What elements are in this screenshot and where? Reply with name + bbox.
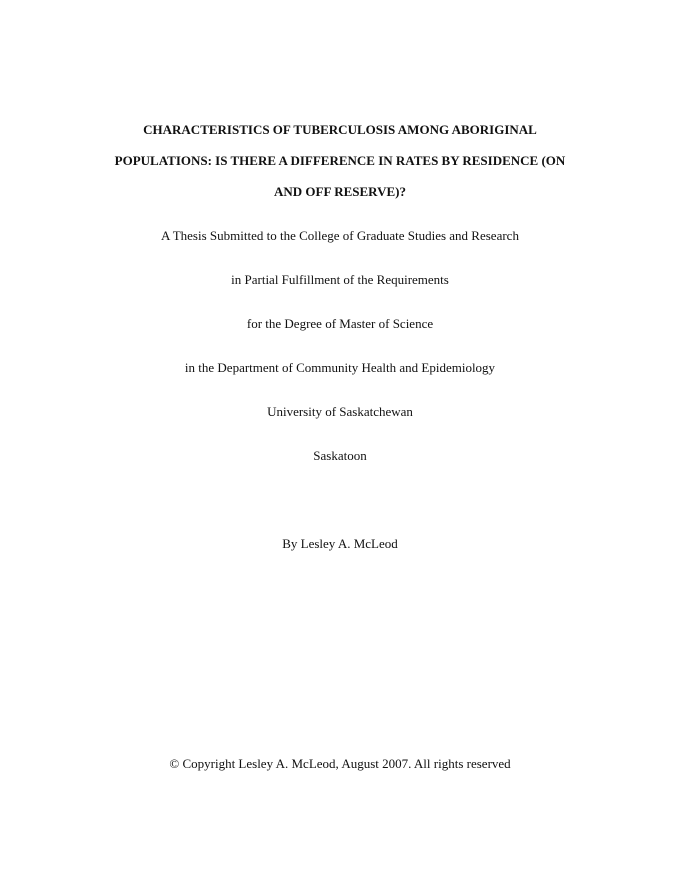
university-line: University of Saskatchewan (267, 404, 413, 419)
degree-line: for the Degree of Master of Science (246, 316, 434, 331)
department-line: in the Department of Community Health and Epidemiology (184, 360, 496, 375)
copyright-line: © Copyright Lesley A. McLeod, August 2007. All rights reserved (169, 756, 511, 771)
thesis-title-line-3: AND OFF RESERVE)? (274, 184, 406, 199)
thesis-title-line-2: POPULATIONS: IS THERE A DIFFERENCE IN RATES BY RESIDENCE (ON (114, 153, 566, 168)
submission-statement-line-1: A Thesis Submitted to the College of Graduate Studies and Research (161, 228, 519, 243)
submission-statement-line-2: in Partial Fulfillment of the Requirements (231, 272, 449, 287)
author-line: By Lesley A. McLeod (282, 536, 398, 551)
city-line: Saskatoon (313, 448, 367, 463)
thesis-title-line-1: CHARACTERISTICS OF TUBERCULOSIS AMONG ABORIGINAL (143, 122, 537, 137)
